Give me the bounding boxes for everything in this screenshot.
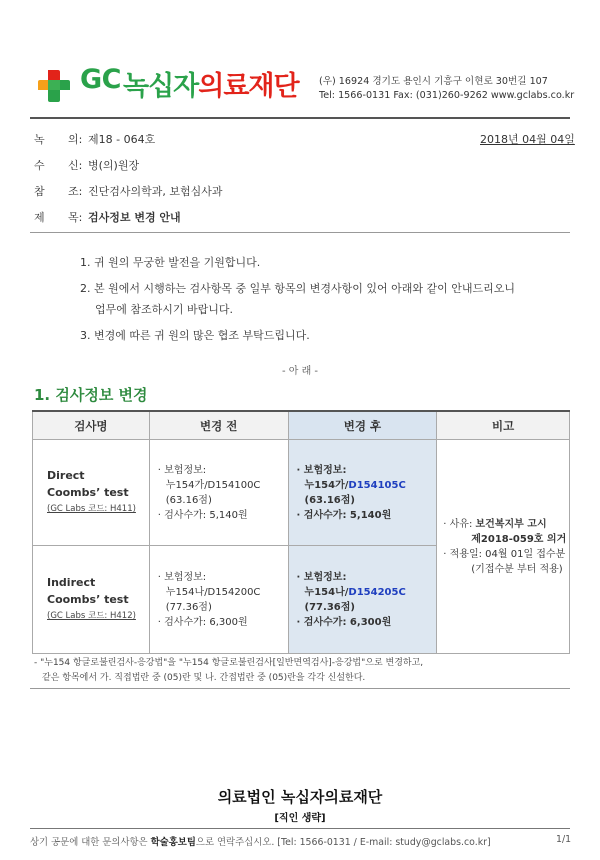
change-table [32, 410, 570, 654]
after-new-code: D154105C [348, 479, 406, 491]
meta-divider [30, 232, 570, 233]
paragraph-3: 3. 변경에 따른 귀 원의 많은 협조 부탁드립니다. [80, 329, 310, 342]
subject-row [34, 209, 181, 225]
logo-gc-text: GC [80, 64, 121, 95]
remark-line-4: (기접수분 부터 적용) [471, 563, 563, 575]
remark-line-3: · 적용일: 04월 01일 접수분 [443, 548, 566, 560]
seal-omitted: [직인 생략] [274, 813, 326, 824]
after-code-prefix: 누154가/ [304, 479, 349, 491]
remark-line-1 [443, 517, 569, 532]
after-line-3: (77.36점) [304, 601, 355, 613]
col-header-after: 변경 후 [288, 411, 437, 440]
after-cell [288, 546, 437, 654]
before-line-2: 누154나/D154200C [165, 586, 261, 598]
contact-line [30, 834, 491, 848]
before-cell [149, 440, 288, 546]
test-name-line-1: Direct [47, 469, 85, 482]
before-line-4: · 검사수가: 5,140원 [157, 509, 248, 521]
after-line-1: · 보험정보: [296, 464, 347, 476]
after-cell [288, 440, 437, 546]
remark-line-2: 제2018-059호 의거 [471, 533, 567, 545]
logo-org-name [123, 64, 299, 103]
header-tel: Tel: 1566-0131 Fax: (031)260-9262 www.gclabs.co.kr [319, 90, 575, 101]
reference-label-2: 조: [68, 185, 83, 198]
contact-team: 학술홍보팀 [150, 837, 196, 848]
before-line-3: (77.36점) [165, 601, 212, 613]
doc-number-label-1: 녹 [34, 133, 45, 146]
doc-date: 2018년 04월 04일 [480, 133, 575, 146]
after-line-4: · 검사수가: 5,140원 [296, 509, 392, 521]
paragraph-2b: 업무에 참조하시기 바랍니다. [95, 303, 234, 316]
after-line-4: · 검사수가: 6,300원 [296, 616, 392, 628]
before-line-3: (63.16점) [165, 494, 212, 506]
recipient-label-1: 수 [34, 159, 45, 172]
below-marker: - 아 래 - [281, 366, 319, 377]
page-number: 1/1 [556, 834, 572, 845]
section-title: 1. 검사정보 변경 [34, 386, 148, 404]
doc-number-row [34, 131, 155, 147]
test-name-line-1: Indirect [47, 576, 96, 589]
col-header-remark: 비고 [437, 411, 570, 440]
after-line-1: · 보험정보: [296, 571, 347, 583]
gc-cross-logo-icon [34, 66, 74, 106]
header-divider [30, 117, 570, 119]
after-line-3: (63.16점) [304, 494, 355, 506]
footnote-divider [30, 688, 570, 689]
after-line-2 [297, 478, 437, 493]
subject-value: 검사정보 변경 안내 [88, 211, 181, 224]
before-line-4: · 검사수가: 6,300원 [157, 616, 248, 628]
doc-number-value: 제18 - 064호 [88, 133, 156, 146]
before-cell [149, 546, 288, 654]
doc-number-label-2: 의: [68, 133, 83, 146]
test-name-cell [33, 546, 150, 654]
footer-divider [30, 828, 570, 829]
remark-reason-value: 보건복지부 고시 [475, 518, 547, 530]
after-line-2 [297, 585, 437, 600]
table-row [33, 440, 570, 546]
paragraph-1: 1. 귀 원의 무궁한 발전을 기원합니다. [80, 256, 261, 269]
remark-cell [437, 440, 570, 654]
issuer-name: 의료법인 녹십자의료재단 [217, 788, 383, 806]
before-line-1: · 보험정보: [157, 464, 207, 476]
header-address: (우) 16924 경기도 용인시 기흥구 이현로 30번길 107 [319, 76, 548, 87]
test-name-line-2: Coombs’ test [47, 486, 129, 499]
logo-name-red: 의료재단 [198, 71, 299, 102]
recipient-value: 병(의)원장 [88, 159, 140, 172]
after-new-code: D154205C [348, 586, 406, 598]
col-header-before: 변경 전 [149, 411, 288, 440]
footnote-line-1: - "누154 항글로불린검사-응강법"을 "누154 항글로불린검사[일반면역검사]-응강법"으로 변경하고, [34, 658, 424, 668]
after-code-prefix: 누154나/ [304, 586, 349, 598]
contact-text-a: 상기 공문에 대한 문의사항은 [30, 837, 151, 848]
recipient-label-2: 신: [68, 159, 83, 172]
test-code: (GC Labs 코드: H411) [47, 504, 136, 514]
before-line-2: 누154가/D154100C [165, 479, 261, 491]
test-name-cell [33, 440, 150, 546]
subject-label-1: 제 [34, 211, 45, 224]
reference-value: 진단검사의학과, 보험심사과 [88, 185, 223, 198]
before-line-1: · 보험정보: [157, 571, 207, 583]
contact-text-c: 으로 연락주십시오. [Tel: 1566-0131 / E-mail: study@gclabs.co.kr] [195, 837, 491, 848]
col-header-test: 검사명 [33, 411, 150, 440]
table-header-row [33, 411, 570, 440]
subject-label-2: 목: [68, 211, 83, 224]
footnote-line-2: 같은 항목에서 가. 직접법란 중 (05)란 및 나. 간접법란 중 (05)란을 각각 신설한다. [42, 673, 366, 683]
test-name-line-2: Coombs’ test [47, 593, 129, 606]
reference-label-1: 참 [34, 185, 45, 198]
paragraph-2a: 2. 본 원에서 시행하는 검사항목 중 일부 항목의 변경사항이 있어 아래와 같이 안내드리오니 [80, 282, 515, 295]
logo-name-green: 녹십자 [123, 71, 199, 102]
remark-reason-label: · 사유: [443, 518, 476, 530]
reference-row [34, 183, 223, 199]
test-code: (GC Labs 코드: H412) [47, 611, 136, 621]
recipient-row [34, 157, 139, 173]
